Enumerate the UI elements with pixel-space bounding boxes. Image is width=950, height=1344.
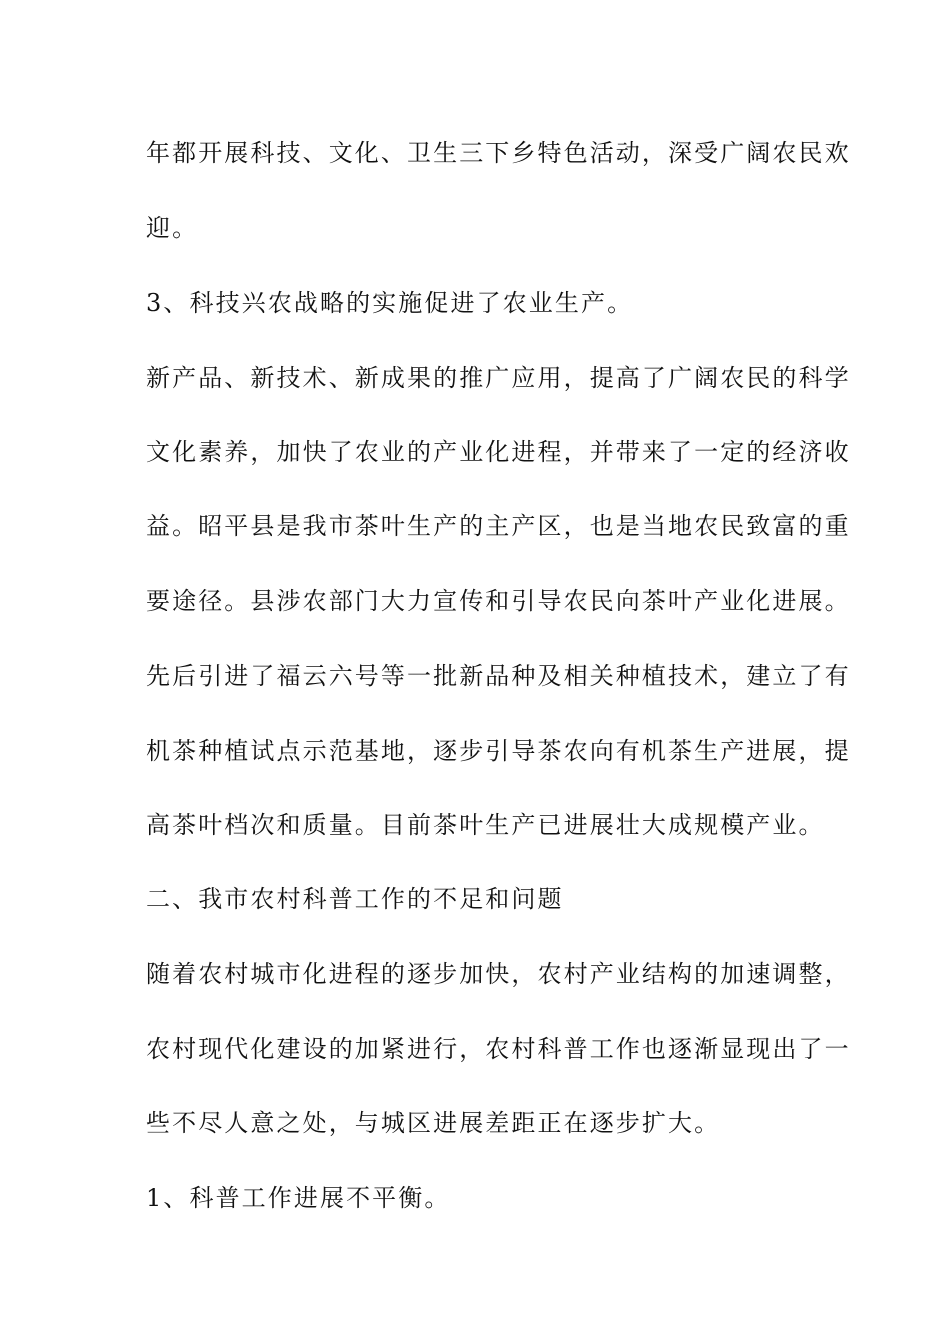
section-heading: 3、科技兴农战略的实施促进了农业生产。 — [146, 289, 634, 317]
paragraph-line: 高茶叶档次和质量。目前茶叶生产已进展壮大成规模产业。 — [146, 811, 825, 839]
paragraph-line: 文化素养，加快了农业的产业化进程，并带来了一定的经济收 — [146, 438, 851, 466]
paragraph-line: 些不尽人意之处，与城区进展差距正在逐步扩大。 — [146, 1109, 721, 1137]
paragraph-line: 要途径。县涉农部门大力宣传和引导农民向茶叶产业化进展。 — [146, 587, 851, 615]
paragraph-line: 随着农村城市化进程的逐步加快，农村产业结构的加速调整， — [146, 960, 851, 988]
section-heading: 二、我市农村科普工作的不足和问题 — [146, 885, 564, 913]
paragraph-line: 新产品、新技术、新成果的推广应用，提高了广阔农民的科学 — [146, 364, 851, 392]
paragraph-line: 年都开展科技、文化、卫生三下乡特色活动，深受广阔农民欢 — [146, 139, 851, 167]
section-heading: 1、科普工作进展不平衡。 — [146, 1184, 451, 1212]
paragraph-line: 农村现代化建设的加紧进行，农村科普工作也逐渐显现出了一 — [146, 1035, 851, 1063]
paragraph-line: 先后引进了福云六号等一批新品种及相关种植技术，建立了有 — [146, 662, 851, 690]
paragraph-line: 益。昭平县是我市茶叶生产的主产区，也是当地农民致富的重 — [146, 512, 851, 540]
paragraph-line: 机茶种植试点示范基地，逐步引导茶农向有机茶生产进展，提 — [146, 737, 851, 765]
paragraph-line: 迎。 — [146, 214, 199, 242]
